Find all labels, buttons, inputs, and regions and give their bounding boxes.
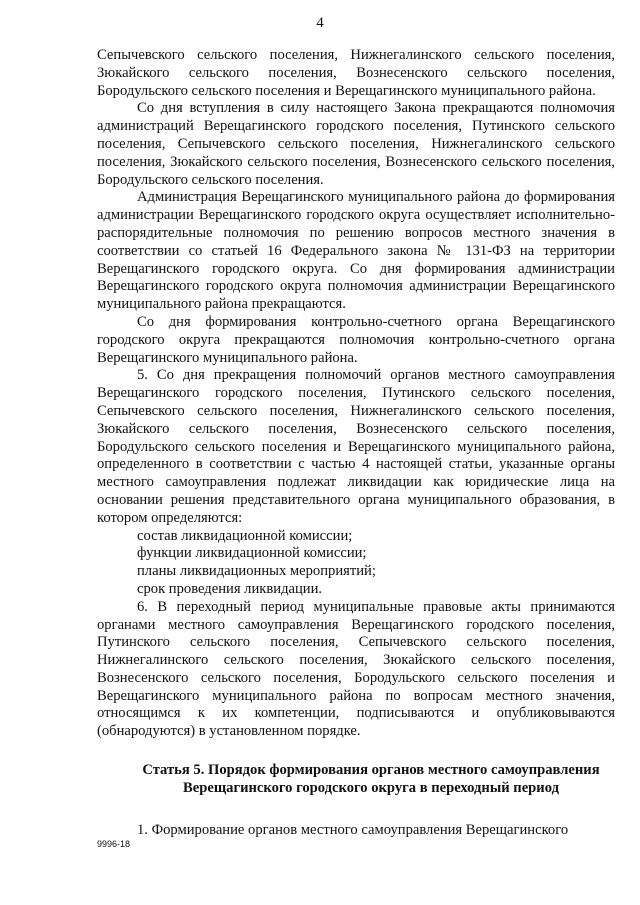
paragraph: Сепычевского сельского поселения, Нижнегалинского сельского поселения, Зюкайского сельского поселения, Вознесенского сельского поселения, Бородульского сельского поселения и Верещагинского муниципального района. <box>97 47 615 99</box>
article-heading-line: Статья 5. Порядок формирования органов местного самоуправления <box>142 762 600 779</box>
document-body <box>97 47 615 839</box>
article-paragraph-1: 1. Формирование органов местного самоуправления Верещагинского <box>137 821 569 838</box>
list-item: функции ликвидационной комиссии; <box>137 545 367 562</box>
paragraph: Со дня вступления в силу настоящего Закона прекращаются полномочия администраций Верещагинского городского поселения, Путинского сельского поселения, Сепычевского сельского поселения, Нижнегалинского сельского поселения, Зюкайского сельского поселения, Вознесенского сельского поселения, Бородульского сельского поселения. <box>97 100 615 188</box>
footer-code: 9996-18 <box>97 839 131 849</box>
page-number: 4 <box>316 15 324 31</box>
list-item: состав ликвидационной комиссии; <box>137 527 353 544</box>
list-item: планы ликвидационных мероприятий; <box>137 563 376 580</box>
paragraph: Со дня формирования контрольно-счетного органа Верещагинского городского округа прекращаются полномочия контрольно-счетного органа Верещагинского муниципального района. <box>97 313 615 366</box>
list-item: срок проведения ликвидации. <box>137 580 323 597</box>
paragraph-6: 6. В переходный период муниципальные правовые акты принимаются органами местного самоуправления Верещагинского городского поселения, Путинского сельского поселения, Сепычевского сельского поселения, Нижнегалинского сельского поселения, Зюкайского сельского поселения, Вознесенского сельского поселения, Бородульского сельского поселения и Верещагинского муниципального района по вопросам местного значения, относящимся к их компетенции, подписываются и опубликовываются (обнародуются) в установленном порядке. <box>97 598 615 740</box>
article-heading <box>97 762 615 798</box>
article-heading-line: Верещагинского городского округа в переходный период <box>183 779 559 796</box>
paragraph: Администрация Верещагинского муниципального района до формирования администрации Верещагинского городского округа осуществляет исполнительно-распорядительные полномочия по решению вопросов местного значения в соответствии со статьей 16 Федерального закона № 131-ФЗ на территории Верещагинского городского округа. Со дня формирования администрации Верещагинского городского округа полномочия администрации Верещагинского муниципального района прекращаются. <box>97 189 615 313</box>
paragraph-5: 5. Со дня прекращения полномочий органов местного самоуправления Верещагинского городского поселения, Путинского сельского поселения, Сепычевского сельского поселения, Нижнегалинского сельского поселения, Зюкайского сельского поселения, Вознесенского сельского поселения, Бородульского сельского поселения и Верещагинского муниципального района, определенного в соответствии с частью 4 настоящей статьи, указанные органы местного самоуправления подлежат ликвидации как юридические лица на основании решения представительного органа муниципального образования, в котором определяются: <box>97 367 615 526</box>
